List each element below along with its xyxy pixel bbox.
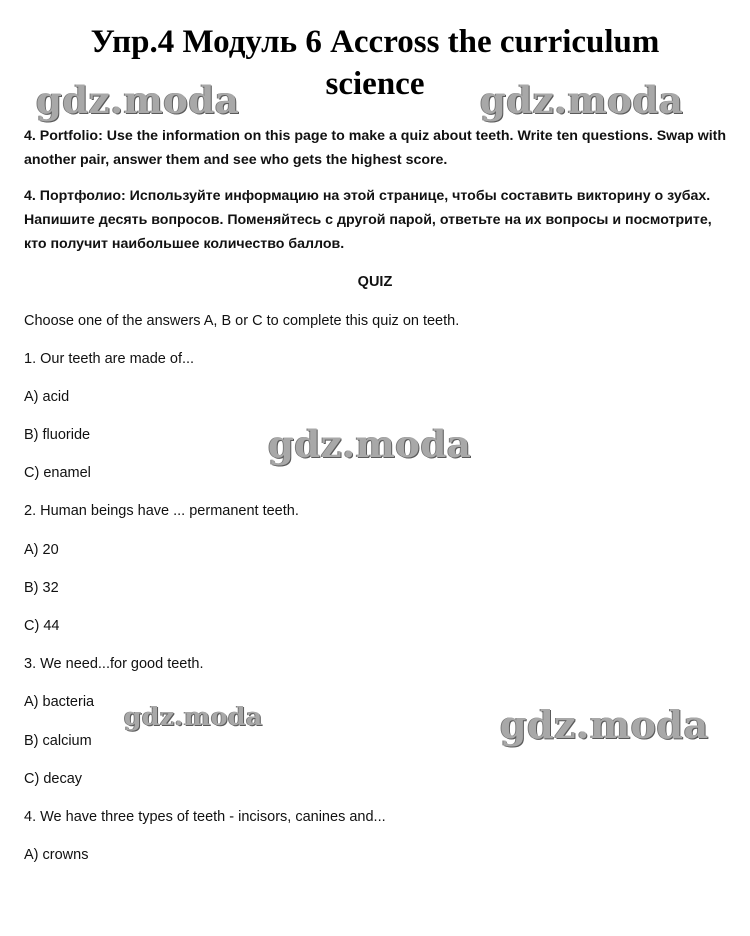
task-russian: 4. Портфолио: Используйте информацию на этой странице, чтобы составить викторину о зубах. Напишите десять вопросов. Поменяйтесь с другой парой, ответьте на их вопросы и посмотрите, кто получит наибольшее количество баллов.	[24, 188, 712, 252]
question-3-option-a: A) bacteria	[24, 694, 95, 710]
question-2-option-a: A) 20	[24, 542, 59, 558]
watermark-logo: gdz.moda	[268, 422, 472, 466]
question-1-option-c: C) enamel	[24, 465, 91, 481]
watermark-logo: gdz.moda	[480, 78, 684, 122]
page-title: Упр.4 Модуль 6 Accross the curriculum	[90, 24, 660, 60]
question-1-option-b: B) fluoride	[24, 427, 91, 443]
question-3-option-b: B) calcium	[24, 733, 92, 749]
question-3-option-c: C) decay	[24, 771, 83, 787]
question-3: 3. We need...for good teeth.	[24, 656, 204, 672]
page-subtitle: science	[325, 66, 425, 102]
watermark-logo: gdz.moda	[124, 702, 263, 731]
question-1-option-a: A) acid	[24, 389, 70, 405]
quiz-heading: QUIZ	[357, 274, 393, 290]
question-1: 1. Our teeth are made of...	[24, 351, 195, 367]
question-2: 2. Human beings have ... permanent teeth.	[24, 503, 299, 519]
task-english: 4. Portfolio: Use the information on this page to make a quiz about teeth. Write ten questions. Swap with another pair, answer them and see who gets the highest score.	[24, 128, 727, 168]
watermark-logo: gdz.moda	[36, 78, 240, 122]
quiz-intro: Choose one of the answers A, B or C to complete this quiz on teeth.	[24, 313, 460, 329]
question-2-option-c: C) 44	[24, 618, 60, 634]
question-4-option-a: A) crowns	[24, 847, 89, 863]
watermark-logo: gdz.moda	[500, 702, 709, 747]
question-2-option-b: B) 32	[24, 580, 59, 596]
question-4: 4. We have three types of teeth - incisors, canines and...	[24, 809, 386, 825]
